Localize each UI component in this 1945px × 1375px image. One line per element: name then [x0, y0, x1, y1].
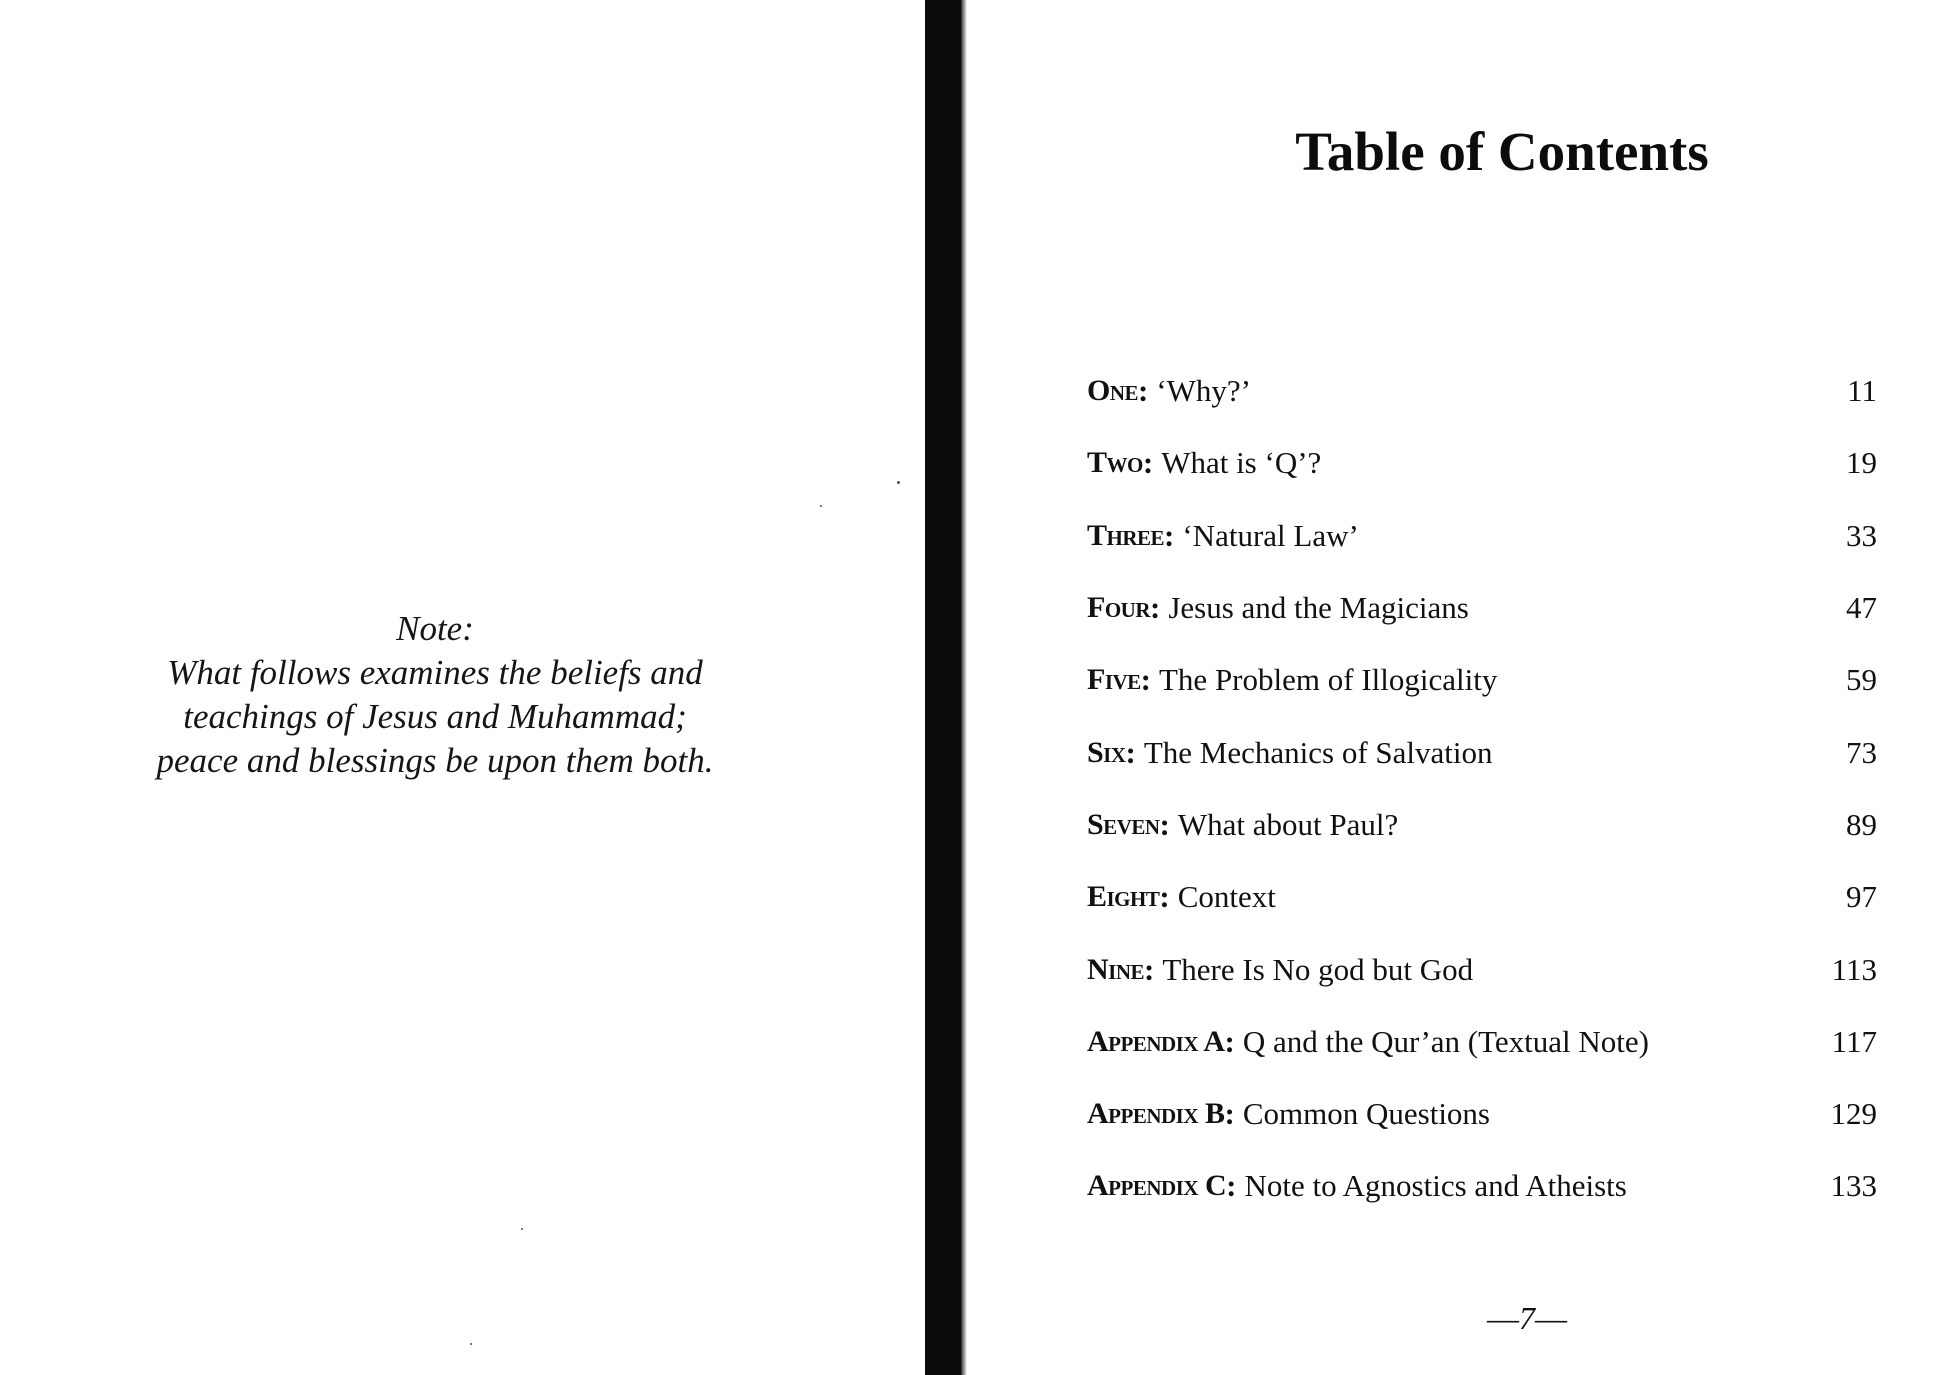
- toc-title: Table of Contents: [1295, 121, 1709, 182]
- toc-page-number: 97: [1846, 879, 1877, 915]
- toc-entry: Seven : What about Paul? 89: [1087, 806, 1877, 842]
- toc-entry-title: What is ‘Q’?: [1161, 445, 1322, 481]
- toc-entry: Five : The Problem of Illogicality 59: [1087, 662, 1877, 698]
- toc-entry: Appendix B : Common Questions 129: [1087, 1096, 1877, 1132]
- toc-entry: Appendix A : Q and the Qur’an (Textual Note) 117: [1087, 1023, 1877, 1059]
- toc-page-number: 129: [1830, 1096, 1877, 1132]
- toc-chapter-label: One: [1087, 374, 1139, 408]
- scan-speck: [897, 481, 900, 484]
- toc-entry-title: ‘Why?’: [1156, 373, 1252, 409]
- toc-chapter-label: Four: [1087, 591, 1150, 625]
- toc-page-number: 47: [1846, 590, 1877, 626]
- toc-chapter-label: Appendix A: [1087, 1024, 1225, 1058]
- toc-entry: Eight : Context 97: [1087, 879, 1877, 915]
- toc-entry-title: The Mechanics of Salvation: [1143, 734, 1493, 770]
- toc-entry: Two : What is ‘Q’? 19: [1087, 445, 1877, 481]
- toc-page-number: 33: [1846, 517, 1877, 553]
- toc-chapter-label: Seven: [1087, 807, 1160, 841]
- toc-chapter-label: Appendix B: [1087, 1097, 1225, 1131]
- note-label: Note:: [396, 609, 474, 648]
- toc-entry: Four : Jesus and the Magicians 47: [1087, 590, 1877, 626]
- toc-entry-title: What about Paul?: [1177, 806, 1399, 842]
- toc-entry-title: There Is No god but God: [1162, 951, 1474, 987]
- toc-entry-title: Q and the Qur’an (Textual Note): [1242, 1023, 1649, 1059]
- left-page: [0, 0, 930, 1375]
- toc-chapter-label: Eight: [1087, 880, 1160, 914]
- toc-entry-title: Note to Agnostics and Atheists: [1244, 1168, 1627, 1204]
- toc-entry-title: The Problem of Illogicality: [1159, 662, 1498, 698]
- toc-chapter-label: Five: [1087, 663, 1141, 697]
- folio-dash-left: —: [1487, 1300, 1519, 1336]
- scan-speck: [470, 1343, 472, 1345]
- note-line-2: teachings of Jesus and Muhammad;: [183, 697, 687, 736]
- toc-page-number: 11: [1847, 373, 1877, 409]
- toc-chapter-label: Six: [1087, 735, 1126, 769]
- note-block: [100, 607, 770, 783]
- toc-page-number: 59: [1846, 662, 1877, 698]
- page-folio: [1427, 1300, 1627, 1337]
- note-line-1: What follows examines the beliefs and: [167, 653, 703, 692]
- toc-entry: One : ‘Why?’ 11: [1087, 373, 1877, 409]
- toc-entry: Three : ‘Natural Law’ 33: [1087, 517, 1877, 553]
- toc-entry-title: ‘Natural Law’: [1182, 517, 1359, 553]
- toc-list: [1087, 355, 1877, 1223]
- toc-entry-title: Common Questions: [1242, 1096, 1490, 1132]
- toc-page-number: 73: [1846, 734, 1877, 770]
- toc-entry: Appendix C : Note to Agnostics and Atheists 133: [1087, 1168, 1877, 1204]
- folio-dash-right: —: [1535, 1300, 1567, 1336]
- toc-entry: Six : The Mechanics of Salvation 73: [1087, 734, 1877, 770]
- note-line-3: peace and blessings be upon them both.: [156, 741, 714, 780]
- toc-entry: Nine : There Is No god but God 113: [1087, 951, 1877, 987]
- toc-page-number: 117: [1831, 1023, 1877, 1059]
- scan-speck: [521, 1228, 523, 1230]
- toc-entry-title: Context: [1177, 879, 1276, 915]
- toc-chapter-label: Nine: [1087, 952, 1145, 986]
- right-page: [967, 0, 1945, 1375]
- toc-page-number: 19: [1846, 445, 1877, 481]
- toc-chapter-label: Three: [1087, 518, 1165, 552]
- toc-page-number: 113: [1831, 951, 1877, 987]
- toc-entry-title: Jesus and the Magicians: [1168, 590, 1469, 626]
- book-spine-gutter: [925, 0, 961, 1375]
- toc-page-number: 89: [1846, 806, 1877, 842]
- toc-page-number: 133: [1830, 1168, 1877, 1204]
- scan-speck: [820, 505, 822, 507]
- folio-number: 7: [1519, 1300, 1535, 1336]
- toc-chapter-label: Two: [1087, 446, 1143, 480]
- toc-chapter-label: Appendix C: [1087, 1169, 1227, 1203]
